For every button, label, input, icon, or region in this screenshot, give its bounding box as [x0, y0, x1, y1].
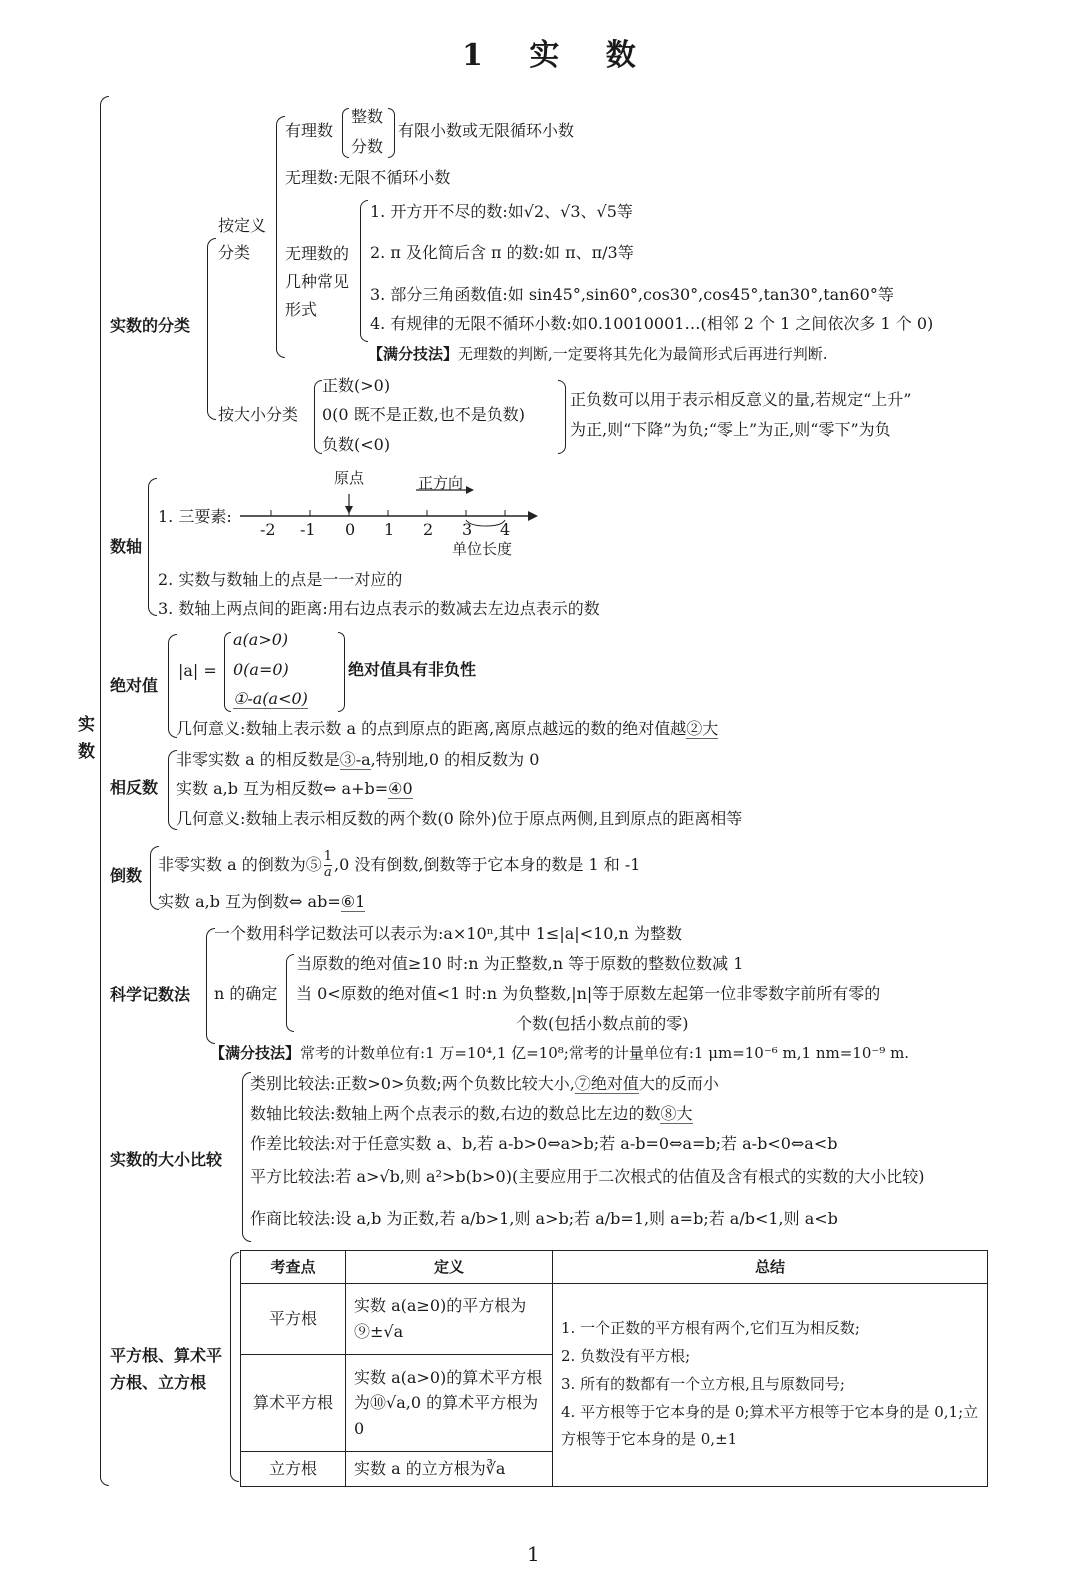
irrational-label: 无理数:无限不循环小数: [285, 168, 451, 187]
fraction-numerator: 1: [323, 849, 332, 864]
irrational-tip: [368, 345, 828, 363]
classification-brace: [207, 238, 216, 420]
rational-right-brace: [388, 108, 395, 158]
opposite-line2: [176, 779, 413, 798]
summary-item: 2. 负数没有平方根;: [561, 1347, 691, 1366]
point-cell: 算术平方根: [241, 1355, 346, 1452]
forms-brace: [360, 200, 368, 342]
opposite-line3: 几何意义:数轴上表示相反数的两个数(0 除外)位于原点两侧,且到原点的距离相等: [176, 809, 743, 828]
roots-table: [240, 1250, 988, 1487]
roots-heading: 平方根、算术平方根、立方根: [110, 1346, 223, 1393]
opposite-line2-pre: 实数 a,b 互为相反数⇔ a+b=: [176, 779, 389, 798]
tick-label: -2: [260, 520, 276, 539]
absolute-lhs: |a| =: [178, 661, 217, 680]
tip-label: 【满分技法】: [210, 1044, 301, 1062]
table-row: [241, 1284, 988, 1355]
summary-item: 1. 一个正数的平方根有两个,它们互为相反数;: [561, 1319, 860, 1338]
tip-text: 无理数的判断,一定要将其先化为最简形式后再进行判断.: [458, 345, 828, 363]
scientific-heading: 科学记数法: [110, 985, 191, 1004]
number-line-point: 2. 实数与数轴上的点是一一对应的: [158, 570, 403, 589]
scientific-tip: [210, 1044, 909, 1062]
opposite-line1-pre: 非零实数 a 的相反数是: [176, 750, 340, 769]
side-label: 实数: [78, 715, 95, 763]
irrational-forms-label: 无理数的几种常见形式: [285, 244, 350, 319]
method-answer: ⑦绝对值: [574, 1074, 639, 1093]
n-case: 当 0<原数的绝对值<1 时:n 为负整数,|n|等于原数左起第一位非零数字前所有零的: [296, 984, 881, 1003]
absolute-geometry-text: 几何意义:数轴上表示数 a 的点到原点的距离,离原点越远的数的绝对值越: [176, 719, 687, 738]
definition-cell: 实数 a 的立方根为∛a: [346, 1452, 553, 1487]
cases-brace: [224, 632, 231, 712]
form-item: 1. 开方开不尽的数:如√2、√3、√5等: [370, 202, 633, 221]
comparison-method: [250, 1104, 693, 1123]
summary-item: 4. 平方根等于它本身的是 0;算术平方根等于它本身的是 0,1;立方根等于它本身的是 0,±1: [561, 1402, 979, 1449]
absolute-heading: 绝对值: [110, 676, 159, 695]
column-header: 考查点: [241, 1251, 346, 1284]
definition-cell: 实数 a(a≥0)的平方根为⑨±√a: [346, 1284, 553, 1355]
absolute-property: 绝对值具有非负性: [348, 660, 477, 679]
case-item-answer: ①-a(a<0): [233, 689, 308, 708]
ticks: [271, 510, 505, 516]
form-item: 2. π 及化简后含 π 的数:如 π、π/3等: [370, 243, 634, 262]
reciprocal-heading: 倒数: [110, 866, 143, 885]
main-brace: [100, 96, 109, 1486]
opposite-heading: 相反数: [110, 778, 159, 797]
size-note: 为正,则“下降”为负;“零上”为正,则“零下”为负: [570, 420, 891, 439]
tick-label: 4: [500, 520, 511, 539]
reciprocal-line2-answer: ⑥1: [340, 892, 366, 911]
reciprocal-line1-pre: 非零实数 a 的倒数为⑤: [158, 854, 322, 874]
size-item: 0(0 既不是正数,也不是负数): [322, 405, 526, 424]
n-case: 当原数的绝对值≥10 时:n 为正整数,n 等于原数的整数位数减 1: [296, 954, 744, 973]
n-brace: [286, 954, 294, 1032]
definition-cell: 实数 a(a>0)的算术平方根为⑩√a,0 的算术平方根为 0: [346, 1355, 553, 1452]
size-right-brace: [558, 380, 566, 454]
rational-desc: 有限小数或无限循环小数: [398, 121, 575, 140]
column-header: 定义: [346, 1251, 553, 1284]
comparison-method: 作差比较法:对于任意实数 a、b,若 a-b>0⇔a>b;若 a-b=0⇔a=b;若 a-b<0⇔a<b: [250, 1134, 838, 1153]
tick-label: 0: [345, 520, 356, 539]
tick-label: 2: [423, 520, 434, 539]
method-answer: ⑧大: [660, 1104, 693, 1123]
tip-text: 常考的计数单位有:1 万=10⁴,1 亿=10⁸;常考的计量单位有:1 μm=10⁻⁶ m,1 nm=10⁻⁹ m.: [300, 1044, 910, 1062]
number-line-brace: [148, 478, 157, 616]
integer-label: 整数: [351, 107, 384, 126]
comparison-method: [250, 1074, 719, 1093]
reciprocal-line1-post: ,0 没有倒数,倒数等于它本身的数是 1 和 -1: [334, 854, 641, 874]
origin-label: 原点: [334, 469, 365, 487]
form-item: 3. 部分三角函数值:如 sin45°,sin60°,cos30°,cos45°,tan30°,tan60°等: [370, 285, 894, 304]
method-pre: 数轴比较法:数轴上两个点表示的数,右边的数总比左边的数: [250, 1104, 661, 1123]
tick-label: -1: [300, 520, 316, 539]
page-title: 1 实 数: [462, 38, 654, 73]
scientific-line1: 一个数用科学记数法可以表示为:a×10ⁿ,其中 1≤|a|<10,n 为整数: [214, 924, 682, 943]
number-line-point: 3. 数轴上两点间的距离:用右边点表示的数减去左边点表示的数: [158, 599, 600, 618]
comparison-method: 作商比较法:设 a,b 为正数,若 a/b>1,则 a>b;若 a/b=1,则 a=b;若 a/b<1,则 a<b: [250, 1209, 838, 1228]
case-item: 0(a=0): [233, 660, 289, 679]
summary-item: 3. 所有的数都有一个立方根,且与原数同号;: [561, 1374, 845, 1393]
opposite-line1-answer: ③-a: [339, 750, 371, 769]
reciprocal-line1: [158, 850, 640, 881]
tick-label: 3: [462, 520, 473, 539]
n-case-cont: 个数(包括小数点前的零): [516, 1014, 689, 1033]
roots-brace: [230, 1252, 239, 1482]
reciprocal-fraction: [324, 850, 332, 881]
classification-heading: 实数的分类: [110, 316, 191, 335]
n-determination-label: n 的确定: [214, 984, 278, 1003]
size-item: 负数(<0): [322, 435, 391, 454]
opposite-line2-answer: ④0: [388, 779, 413, 798]
size-brace: [314, 380, 322, 454]
point-cell: 平方根: [241, 1284, 346, 1355]
method-pre: 类别比较法:正数>0>负数;两个负数比较大小,: [250, 1074, 575, 1093]
direction-label: 正方向: [418, 474, 464, 492]
cases-right-brace: [338, 632, 345, 712]
definition-brace: [276, 116, 285, 358]
number-line-heading: 数轴: [110, 537, 143, 556]
opposite-line1-post: ,特别地,0 的相反数为 0: [370, 750, 540, 769]
fraction-denominator: a: [323, 864, 332, 880]
by-definition-label: 按定义分类: [218, 216, 267, 263]
case-item: a(a>0): [233, 630, 289, 649]
tick-label: 1: [384, 520, 395, 539]
size-item: 正数(>0): [322, 376, 391, 395]
unit-length-label: 单位长度: [452, 540, 513, 558]
by-size-label: 按大小分类: [218, 405, 299, 424]
tip-label: 【满分技法】: [368, 345, 459, 363]
summary-cell: [553, 1284, 988, 1487]
opposite-line1: [176, 750, 539, 769]
absolute-geometry: [176, 719, 718, 738]
reciprocal-line2-pre: 实数 a,b 互为倒数⇔ ab=: [158, 892, 341, 911]
rational-label: 有理数: [285, 121, 334, 140]
page-number: 1: [527, 1542, 540, 1566]
fraction-label: 分数: [351, 137, 384, 156]
point-cell: 立方根: [241, 1452, 346, 1487]
absolute-geometry-answer: ②大: [686, 719, 719, 738]
comparison-method: 平方比较法:若 a>√b,则 a²>b(b>0)(主要应用于二次根式的估值及含有根式的实数的大小比较): [250, 1167, 925, 1186]
comparison-heading: 实数的大小比较: [110, 1150, 223, 1169]
column-header: 总结: [553, 1251, 988, 1284]
size-note: 正负数可以用于表示相反意义的量,若规定“上升”: [570, 390, 912, 409]
method-post: 大的反而小: [638, 1074, 719, 1093]
form-item: 4. 有规律的无限不循环小数:如0.10010001…(相邻 2 个 1 之间依次多 1 个 0): [370, 314, 934, 333]
reciprocal-line2: [158, 892, 365, 911]
rational-brace: [342, 108, 349, 158]
three-elements-label: 1. 三要素:: [158, 507, 232, 526]
table-header-row: [241, 1251, 988, 1284]
